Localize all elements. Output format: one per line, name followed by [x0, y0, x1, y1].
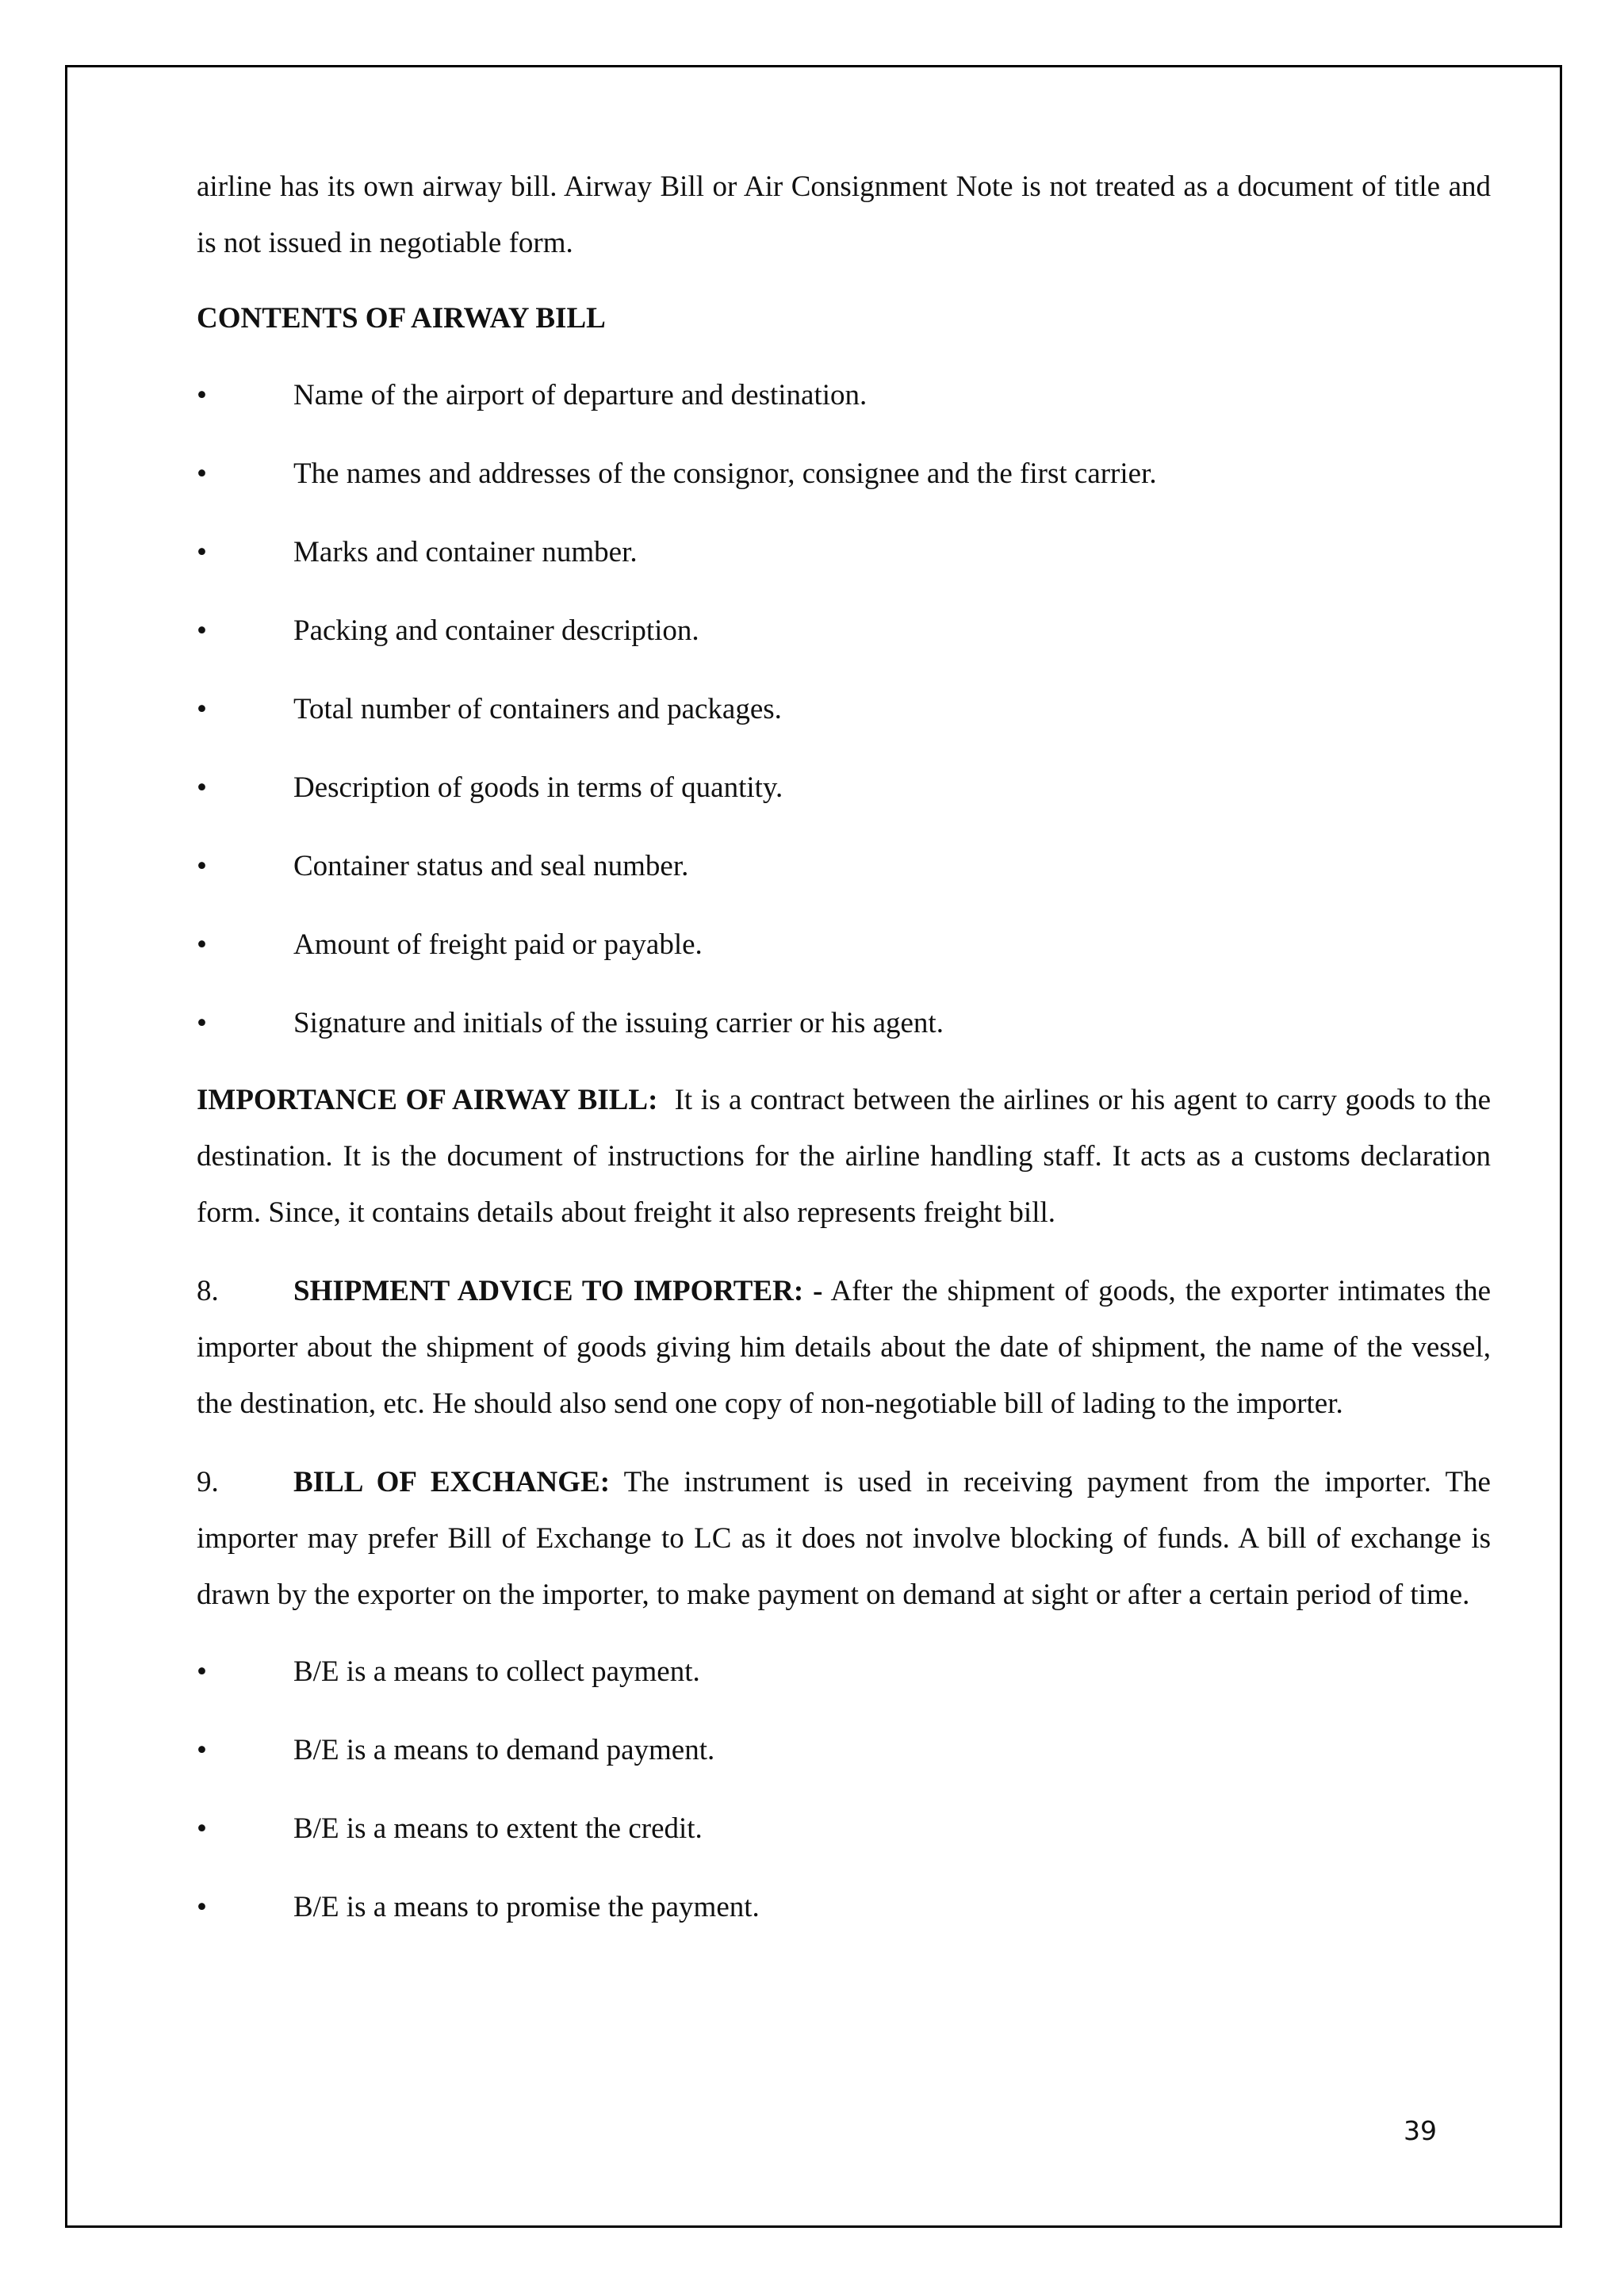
list-item: [197, 838, 1491, 894]
list-item: [197, 681, 1491, 737]
list-item: [197, 1722, 1491, 1778]
list-item: [197, 524, 1491, 580]
list-item: [197, 367, 1491, 423]
list-item: [197, 916, 1491, 973]
bill-of-exchange-text: The instrument is used in receiving payment from the importer. The importer may prefer Bill of Exchange to LC as it does not involve blocking of funds. A bill of exchange is drawn by the exporter on the importer, to make payment on demand at sight or after a certain period of time.: [197, 1466, 1491, 1611]
intro-paragraph: airline has its own airway bill. Airway Bill or Air Consignment Note is not treated as a document of title and is not issued in negotiable form.: [197, 170, 1491, 259]
importance-paragraph: [197, 1072, 1491, 1241]
list-item: [197, 446, 1491, 502]
bill-of-exchange-paragraph: [197, 1454, 1491, 1623]
bullet-icon: •: [197, 1655, 207, 1688]
list-item-text: B/E is a means to collect payment.: [293, 1655, 700, 1688]
bullet-icon: •: [197, 536, 207, 568]
list-item-text: The names and addresses of the consignor, consignee and the first carrier.: [293, 457, 1157, 490]
bill-of-exchange-list: [197, 1644, 1491, 1935]
list-item: [197, 995, 1491, 1051]
list-item-text: Signature and initials of the issuing carrier or his agent.: [293, 1007, 944, 1039]
bullet-icon: •: [197, 850, 207, 882]
list-item: [197, 603, 1491, 659]
bullet-icon: •: [197, 614, 207, 647]
list-item: [197, 1800, 1491, 1857]
shipment-advice-label: SHIPMENT ADVICE TO IMPORTER: -: [293, 1275, 823, 1307]
bullet-icon: •: [197, 379, 207, 411]
list-item: [197, 1879, 1491, 1935]
list-item-text: B/E is a means to promise the payment.: [293, 1891, 760, 1923]
bullet-icon: •: [197, 693, 207, 725]
bullet-icon: •: [197, 1734, 207, 1766]
bullet-icon: •: [197, 457, 207, 490]
list-item-text: B/E is a means to extent the credit.: [293, 1812, 703, 1845]
bullet-icon: •: [197, 1007, 207, 1039]
list-item: [197, 760, 1491, 816]
bullet-icon: •: [197, 928, 207, 961]
section-number: 8.: [197, 1275, 219, 1307]
list-item-text: Description of goods in terms of quantity.: [293, 771, 783, 804]
importance-label: IMPORTANCE OF AIRWAY BILL:: [197, 1084, 658, 1116]
contents-list: [197, 367, 1491, 1051]
list-item-text: Container status and seal number.: [293, 850, 689, 882]
list-item-text: Packing and container description.: [293, 614, 699, 647]
importance-text: It is a contract between the airlines or his agent to carry goods to the destination. It is the document of instructions for the airline handling staff. It acts as a customs declaration form. Since, it contains details about freight it also represents freight bill.: [197, 1084, 1492, 1229]
list-item: [197, 1644, 1491, 1700]
bullet-icon: •: [197, 1812, 207, 1845]
contents-heading: CONTENTS OF AIRWAY BILL: [197, 302, 606, 335]
list-item-text: Name of the airport of departure and destination.: [293, 379, 868, 411]
shipment-advice-text: After the shipment of goods, the exporter intimates the importer about the shipment of goods giving him details about the date of shipment, the name of the vessel, the destination, etc. He should also send one copy of non-negotiable bill of lading to the importer.: [197, 1275, 1492, 1420]
bullet-icon: •: [197, 1891, 207, 1923]
bill-of-exchange-label: BILL OF EXCHANGE:: [293, 1466, 611, 1498]
list-item-text: Marks and container number.: [293, 536, 638, 568]
list-item-text: Amount of freight paid or payable.: [293, 928, 703, 961]
document-body: [197, 159, 1491, 1935]
list-item-text: B/E is a means to demand payment.: [293, 1734, 715, 1766]
page-number: 39: [1404, 2115, 1437, 2146]
section-number: 9.: [197, 1466, 219, 1498]
list-item-text: Total number of containers and packages.: [293, 693, 782, 725]
bullet-icon: •: [197, 771, 207, 804]
shipment-advice-paragraph: [197, 1263, 1491, 1432]
